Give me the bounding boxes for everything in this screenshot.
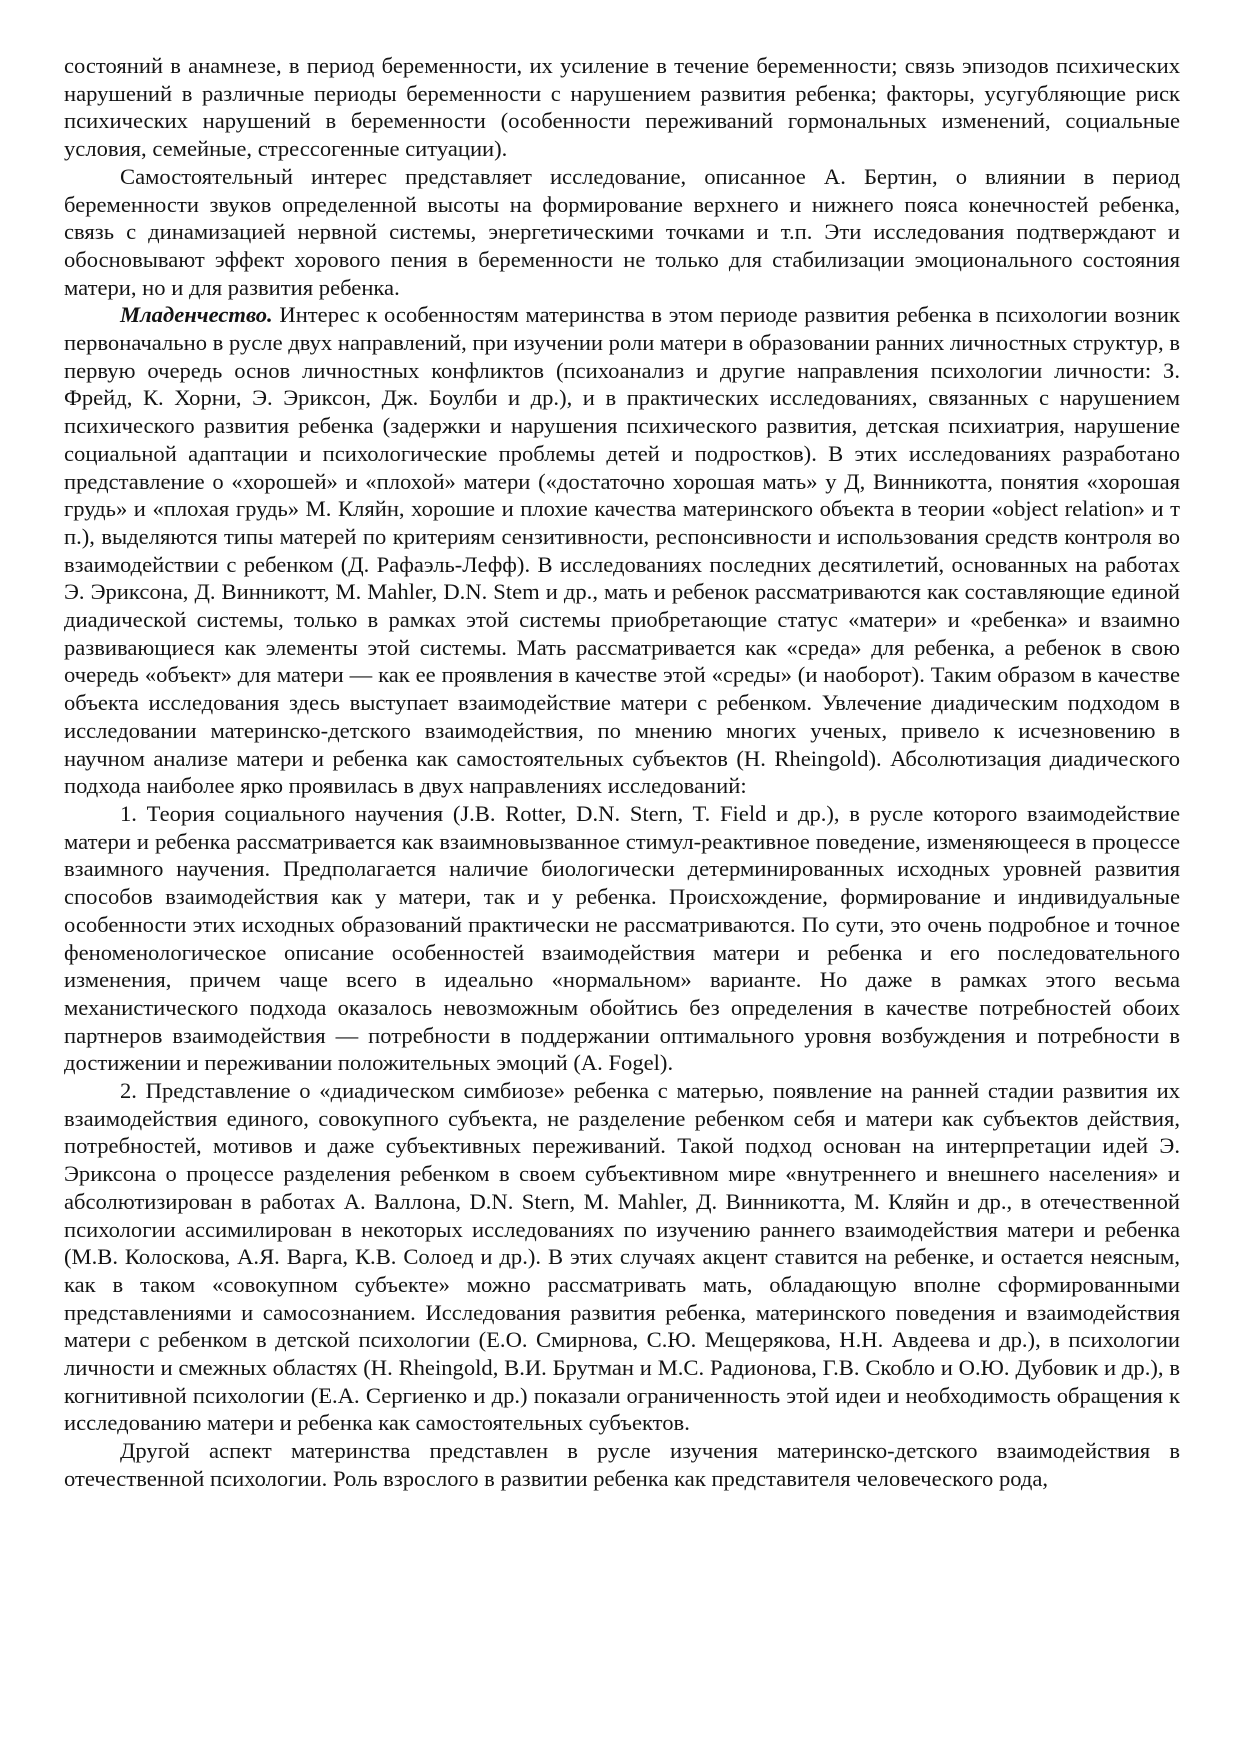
paragraph-bertin-study: Самостоятельный интерес представляет исследование, описанное А. Бертин, о влиянии в период беременности звуков определенной высоты на формирование верхнего и нижнего пояса конечностей ребенка, связь с динамизацией нервной системы, энергетическими точками и т.п. Эти исследования подтверждают и обосновывают эффект хорового пения в беременности не только для стабилизации эмоционального состояния матери, но и для развития ребенка. — [64, 163, 1180, 300]
paragraph-infancy-text: Интерес к особенностям материнства в этом периоде развития ребенка в психологии возник первоначально в русле двух направлений, при изучении роли матери в образовании ранних личностных структур, в первую очередь основ личностных конфликтов (психоанализ и другие направления психологии личности: З. Фрейд, К. Хорни, Э. Эриксон, Дж. Боулби и др.), и в практических исследованиях, связанных с нарушением психического развития ребенка (задержки и нарушения психического развития, детская психиатрия, нарушение социальной адаптации и психологические проблемы детей и подростков). В этих исследованиях разработано представление о «хорошей» и «плохой» матери («достаточно хорошая мать» у Д, Винникотта, понятия «хорошая грудь» и «плохая грудь» М. Кляйн, хорошие и плохие качества материнского объекта в теории «object relation» и т п.), выделяются типы матерей по критериям сензитивности, респонсивности и использования средств контроля во взаимодействии с ребенком (Д. Рафаэль-Лефф). В исследованиях последних десятилетий, основанных на работах Э. Эриксона, Д. Винникотт, M. Mahler, D.N. Stem и др., мать и ребенок рассматриваются как составляющие единой диадической системы, только в рамках этой системы приобретающие статус «матери» и «ребенка» и взаимно развивающиеся как элементы этой системы. Мать рассматривается как «среда» для ребенка, а ребенок в свою очередь «объект» для матери — как ее проявления в качестве этой «среды» (и наоборот). Таким образом в качестве объекта исследования здесь выступает взаимодействие матери с ребенком. Увлечение диадическим подходом в исследовании материнско-детского взаимодействия, по мнению многих ученых, привело к исчезновению в научном анализе матери и ребенка как самостоятельных субъектов (H. Rheingold). Абсолютизация диадического подхода наиболее ярко проявилась в двух направлениях исследований: — [64, 302, 1180, 799]
paragraph-other-aspect: Другой аспект материнства представлен в русле изучения материнско-детского взаимодействия в отечественной психологии. Роль взрослого в развитии ребенка как представителя человеческого рода, — [64, 1438, 1180, 1491]
paragraph-infancy — [64, 301, 1180, 800]
paragraph-item-2: 2. Представление о «диадическом симбиозе» ребенка с матерью, появление на ранней стадии развития их взаимодействия единого, совокупного субъекта, не разделение ребенком себя и матери как субъектов действия, потребностей, мотивов и даже субъективных переживаний. Такой подход основан на интерпретации идей Э. Эриксона о процессе разделения ребенком в своем субъективном мире «внутреннего и внешнего населения» и абсолютизирован в работах А. Валлона, D.N. Stern, M. Mahler, Д. Винникотта, М. Кляйн и др., в отечественной психологии ассимилирован в некоторых исследованиях по изучению раннего взаимодействия матери и ребенка (М.В. Колоскова, А.Я. Варга, К.В. Солоед и др.). В этих случаях акцент ставится на ребенке, и остается неясным, как в таком «совокупном субъекте» можно рассматривать мать, обладающую вполне сформированными представлениями и самосознанием. Исследования развития ребенка, материнского поведения и взаимодействия матери с ребенком в детской психологии (Е.О. Смирнова, С.Ю. Мещерякова, Н.Н. Авдеева и др.), в психологии личности и смежных областях (H. Rheingold, В.И. Брутман и М.С. Радионова, Г.В. Скобло и О.Ю. Дубовик и др.), в когнитивной психологии (Е.А. Сергиенко и др.) показали ограниченность этой идеи и необходимость обращения к исследованию матери и ребенка как самостоятельных субъектов. — [64, 1078, 1180, 1436]
document-page — [64, 52, 1180, 1493]
paragraph-item-1: 1. Теория социального научения (J.B. Rotter, D.N. Stern, T. Field и др.), в русле которого взаимодействие матери и ребенка рассматривается как взаимновызванное стимул-реактивное поведение, изменяющееся в процессе взаимного научения. Предполагается наличие биологически детерминированных исходных уровней развития способов взаимодействия как у матери, так и у ребенка. Происхождение, формирование и индивидуальные особенности этих исходных образований практически не рассматриваются. По сути, это очень подробное и точное феноменологическое описание особенностей взаимодействия матери и ребенка и его последовательного изменения, причем чаще всего в идеально «нормальном» варианте. Но даже в рамках этого весьма механистического подхода оказалось невозможным обойтись без определения в качестве потребностей обоих партнеров взаимодействия — потребности в поддержании оптимального уровня возбуждения и потребности в достижении и переживании положительных эмоций (A. Fogel). — [64, 800, 1180, 1076]
paragraph-continuation: состояний в анамнезе, в период беременности, их усиление в течение беременности; связь эпизодов психических нарушений в различные периоды беременности с нарушением развития ребенка; факторы, усугубляющие риск психических нарушений в беременности (особенности переживаний гормональных изменений, социальные условия, семейные, стрессогенные ситуации). — [64, 53, 1180, 162]
section-lead-infancy: Младенчество. — [120, 302, 273, 328]
